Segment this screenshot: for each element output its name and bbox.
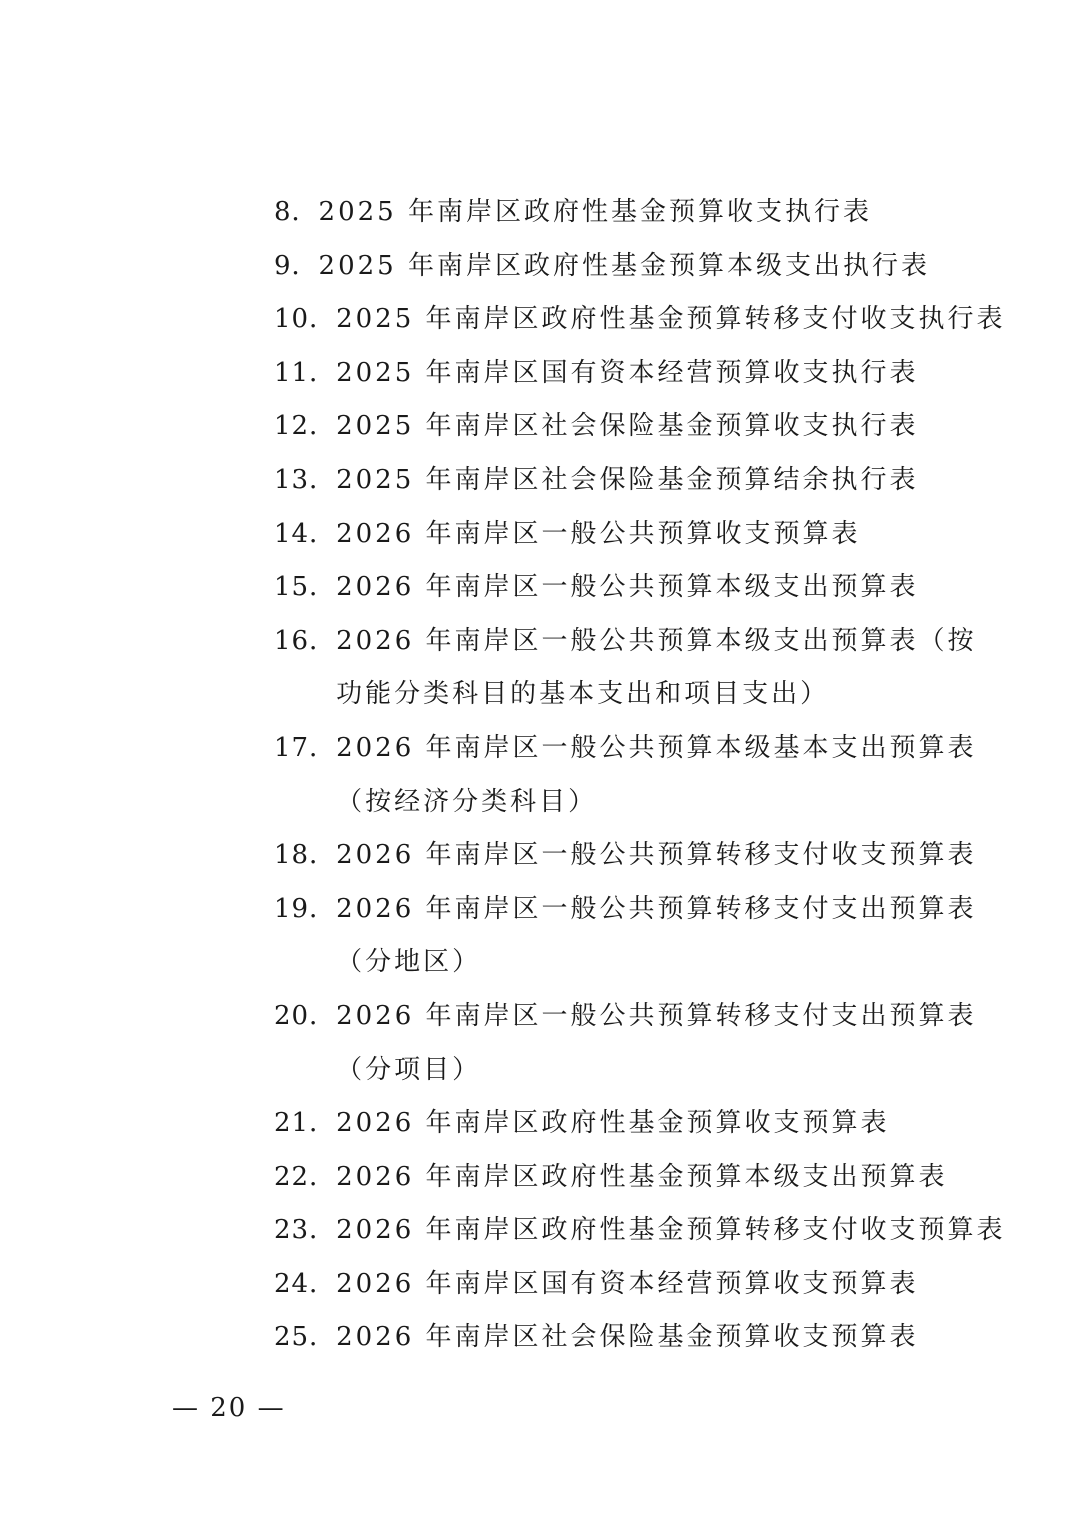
list-item bbox=[274, 829, 977, 883]
list-item-number: 8． bbox=[274, 197, 319, 227]
list-item-title-line: 2026 年南岸区社会保险基金预算收支预算表 bbox=[336, 1322, 919, 1353]
list-item bbox=[274, 186, 954, 240]
list-item-title-line: 2025 年南岸区政府性基金预算收支执行表 bbox=[318, 197, 872, 227]
list-item bbox=[274, 454, 954, 508]
list-item-title-line: （分地区） bbox=[336, 947, 482, 978]
list-item-title-line: （按经济分类科目） bbox=[336, 786, 598, 817]
list-item-title bbox=[319, 240, 954, 294]
list-item-title bbox=[319, 186, 954, 240]
list-item bbox=[274, 722, 977, 829]
page-number: — 20 — bbox=[172, 1393, 286, 1423]
list-item-number: 13． bbox=[274, 464, 337, 495]
list-item-title bbox=[336, 990, 976, 1097]
list-item-title bbox=[336, 1097, 954, 1151]
list-item-title-line: 2026 年南岸区国有资本经营预算收支预算表 bbox=[336, 1268, 919, 1299]
list-item bbox=[274, 1151, 954, 1205]
list-item-title-line: 功能分类科目的基本支出和项目支出） bbox=[336, 679, 830, 710]
list-item-title-line: 2025 年南岸区社会保险基金预算结余执行表 bbox=[336, 464, 919, 495]
list-item bbox=[274, 293, 1006, 347]
list-item-number: 14． bbox=[274, 518, 337, 549]
list-item bbox=[274, 1204, 1006, 1258]
list-item-title-line: 2025 年南岸区国有资本经营预算收支执行表 bbox=[336, 357, 919, 388]
list-item bbox=[274, 1258, 954, 1312]
list-item-title bbox=[336, 829, 976, 883]
list-item bbox=[274, 615, 977, 722]
list-item-title bbox=[336, 508, 954, 562]
list-item-title bbox=[336, 1258, 954, 1312]
list-item-number: 15． bbox=[274, 572, 337, 603]
list-item-title bbox=[336, 400, 954, 454]
list-item-title bbox=[336, 454, 954, 508]
list-item-title bbox=[336, 1151, 954, 1205]
list-item bbox=[274, 400, 954, 454]
list-item-title-line: 2026 年南岸区政府性基金预算转移支付收支预算表 bbox=[336, 1215, 1006, 1246]
list-item-title bbox=[336, 722, 976, 829]
list-item bbox=[274, 240, 954, 294]
list-item-title bbox=[336, 883, 976, 990]
list-item-title-line: 2025 年南岸区政府性基金预算本级支出执行表 bbox=[318, 250, 930, 281]
list-item-title-line: 2025 年南岸区社会保险基金预算收支执行表 bbox=[336, 411, 919, 442]
list-item-number: 21． bbox=[274, 1108, 337, 1139]
list-item-title bbox=[336, 615, 976, 722]
list-item-title-line: 2026 年南岸区一般公共预算转移支付支出预算表 bbox=[336, 893, 977, 924]
list-item bbox=[274, 347, 954, 401]
list-item-title-line: 2026 年南岸区一般公共预算转移支付支出预算表 bbox=[336, 1000, 977, 1031]
list-item-number: 22． bbox=[274, 1161, 337, 1192]
list-item-title-line: （分项目） bbox=[336, 1054, 482, 1085]
list-item bbox=[274, 508, 954, 562]
list-item-number: 23． bbox=[274, 1215, 337, 1246]
list-item-number: 24． bbox=[274, 1268, 337, 1299]
list-item-title-line: 2026 年南岸区一般公共预算收支预算表 bbox=[336, 518, 861, 549]
list-item-title-line: 2025 年南岸区政府性基金预算转移支付收支执行表 bbox=[336, 304, 1006, 335]
list-item-title bbox=[336, 1311, 954, 1365]
list-item-title-line: 2026 年南岸区一般公共预算本级支出预算表 bbox=[336, 572, 919, 603]
list-item-number: 11． bbox=[274, 357, 337, 388]
attachment-list bbox=[274, 186, 1006, 1365]
list-item-title bbox=[336, 293, 1005, 347]
list-item-title bbox=[336, 1204, 1005, 1258]
list-item bbox=[274, 1097, 954, 1151]
list-item-title-line: 2026 年南岸区一般公共预算本级支出预算表（按 bbox=[336, 625, 977, 656]
list-item-number: 19． bbox=[274, 893, 337, 924]
list-item-number: 17． bbox=[274, 732, 337, 763]
list-item-number: 16． bbox=[274, 625, 337, 656]
list-item-title bbox=[336, 561, 954, 615]
list-item bbox=[274, 990, 977, 1097]
list-item-title bbox=[336, 347, 954, 401]
list-item-number: 18． bbox=[274, 840, 337, 871]
list-item bbox=[274, 1311, 954, 1365]
list-item-number: 25． bbox=[274, 1322, 337, 1353]
list-item-title-line: 2026 年南岸区一般公共预算转移支付收支预算表 bbox=[336, 840, 977, 871]
list-item bbox=[274, 883, 977, 990]
list-item-number: 10． bbox=[274, 304, 337, 335]
list-item-number: 9． bbox=[274, 250, 319, 281]
list-item-title-line: 2026 年南岸区政府性基金预算本级支出预算表 bbox=[336, 1161, 948, 1192]
list-item bbox=[274, 561, 954, 615]
list-item-title-line: 2026 年南岸区一般公共预算本级基本支出预算表 bbox=[336, 732, 977, 763]
list-item-number: 20． bbox=[274, 1000, 337, 1031]
list-item-number: 12． bbox=[274, 411, 337, 442]
list-item-title-line: 2026 年南岸区政府性基金预算收支预算表 bbox=[336, 1108, 890, 1139]
